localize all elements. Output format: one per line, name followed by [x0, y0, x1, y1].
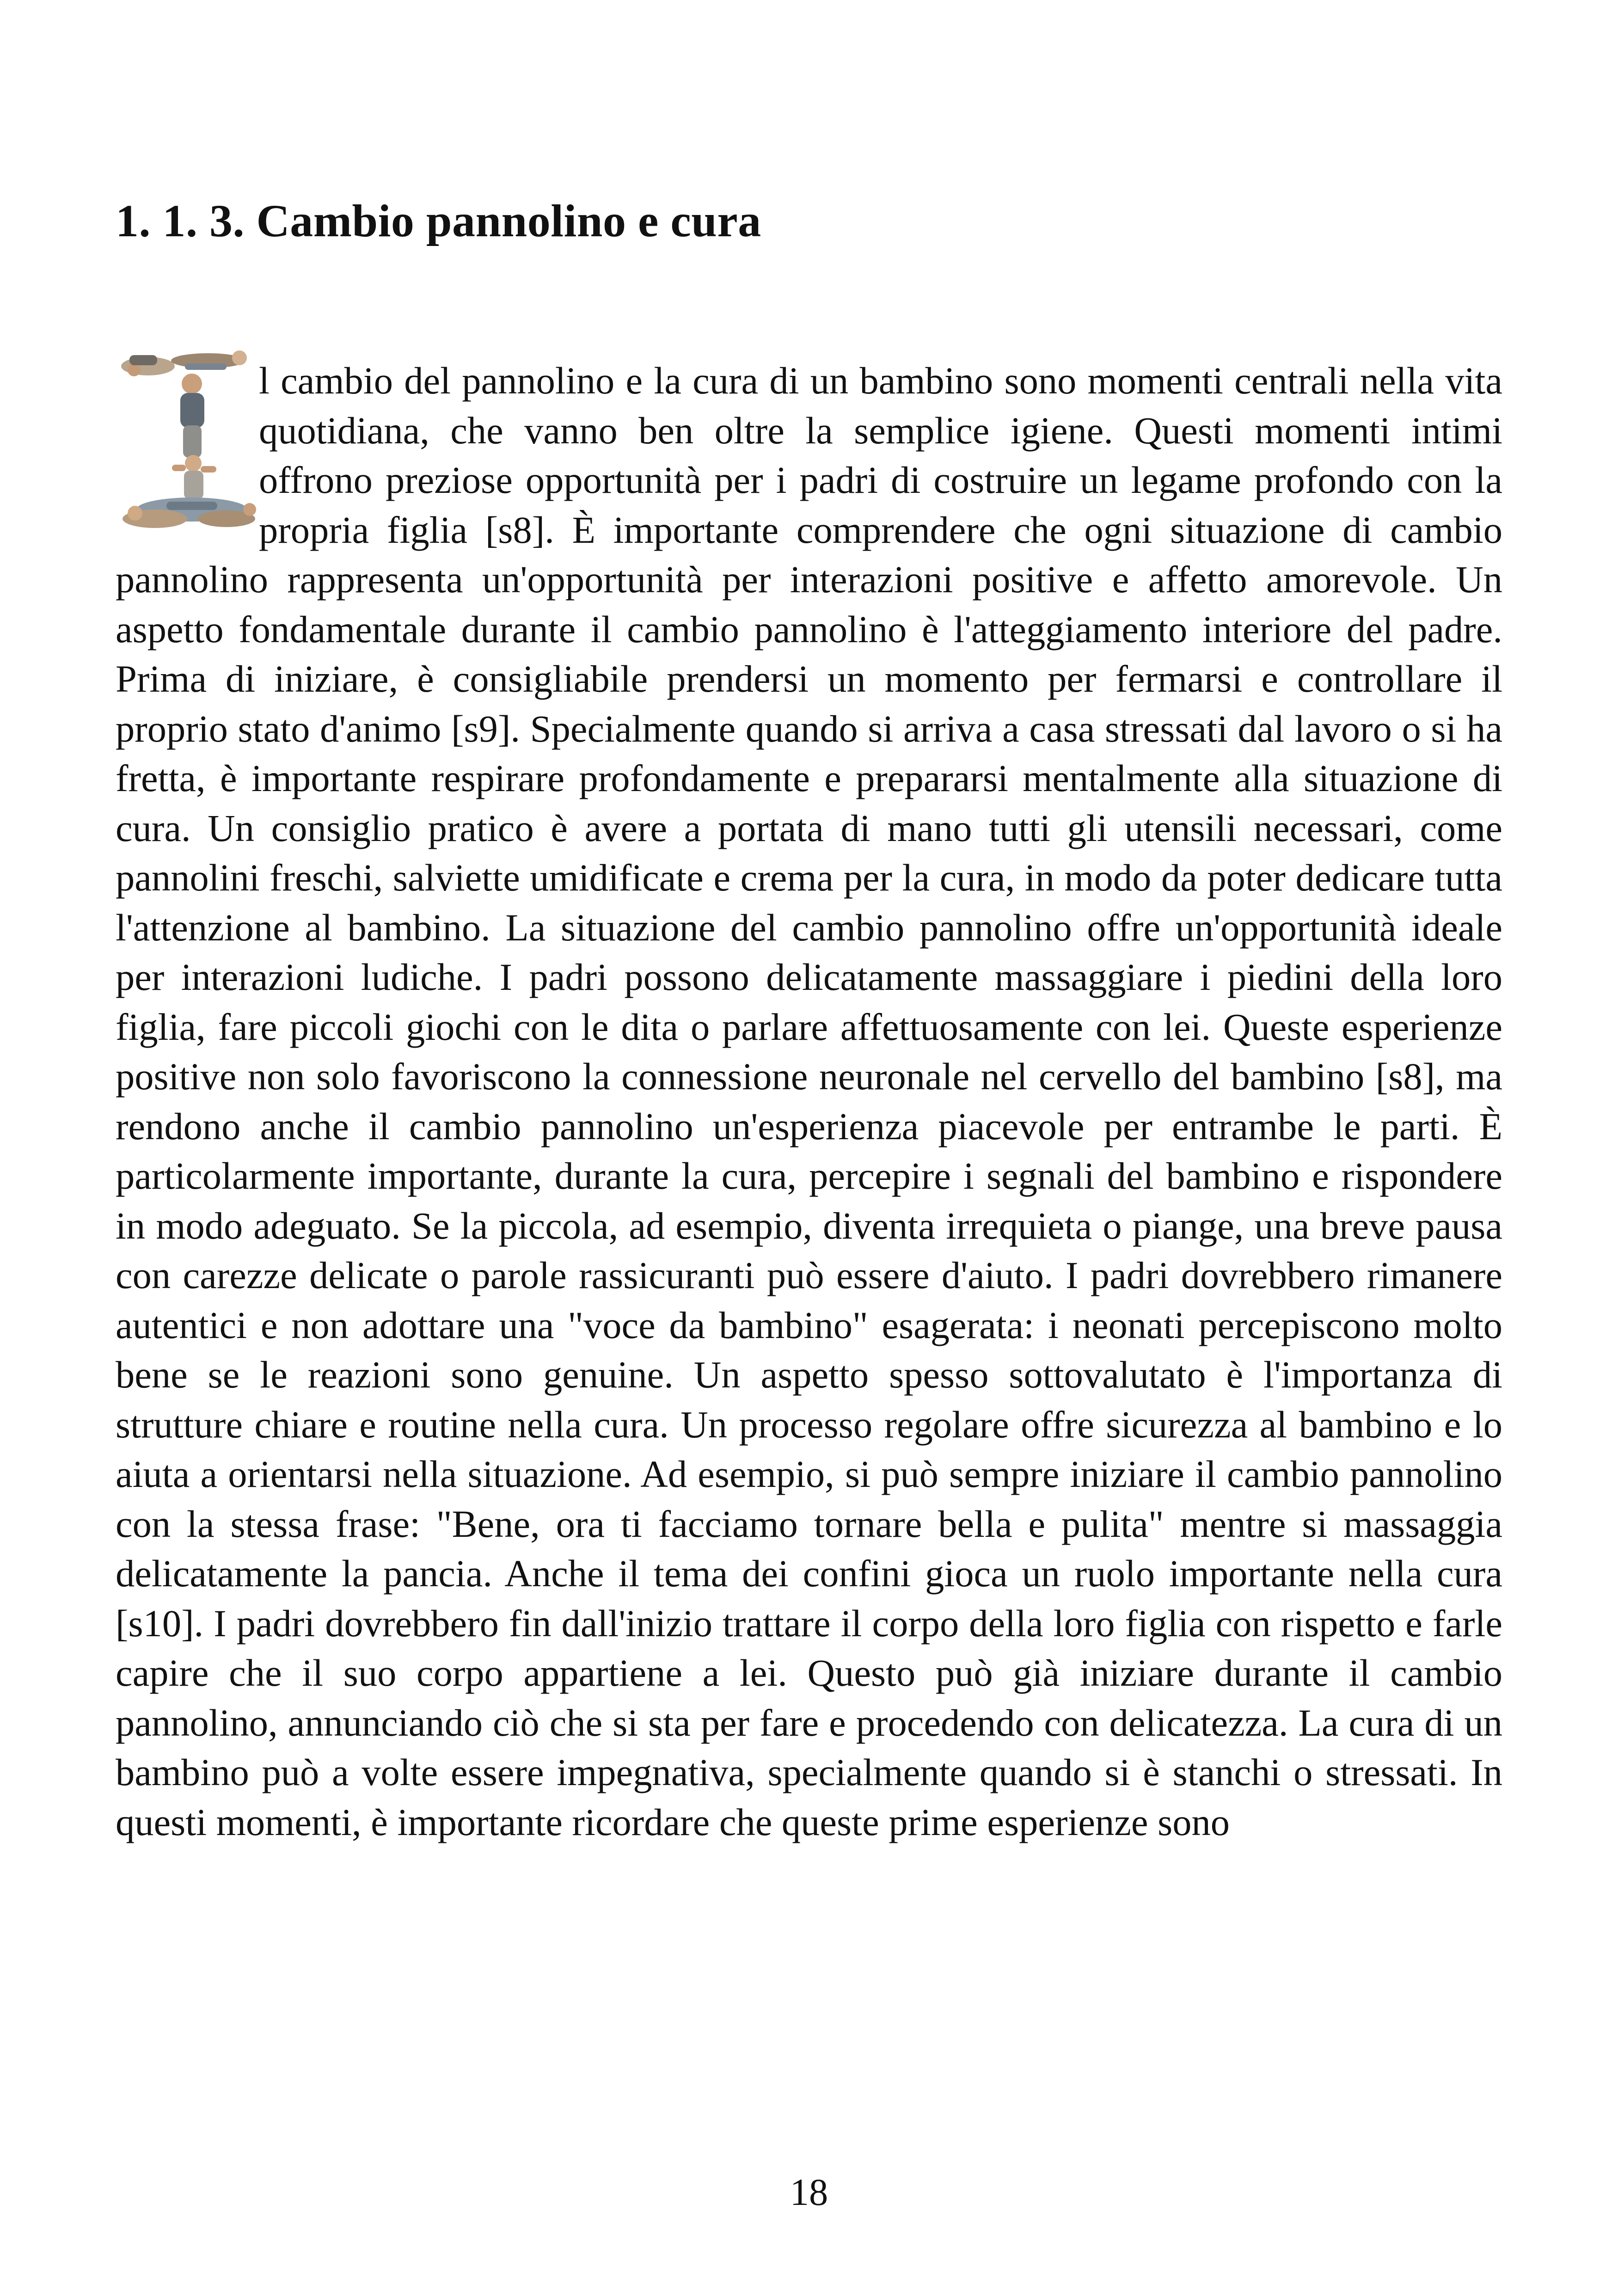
body-paragraph [116, 356, 1502, 1847]
dropcap-letter-image [116, 347, 259, 536]
body-text: l cambio del pannolino e la cura di un bambino sono momenti centrali nella vita quotidiana, che vanno ben oltre la semplice igiene. Questi momenti intimi offrono preziose opportunità per i padri di costruire un legame profondo con la propria figlia [s8]. È importante comprendere che ogni situazione di cambio pannolino rappresenta un'opportunità per interazioni positive e affetto amorevole. Un aspetto fondamentale durante il cambio pannolino è l'atteggiamento interiore del padre. Prima di iniziare, è consigliabile prendersi un momento per fermarsi e controllare il proprio stato d'animo [s9]. Specialmente quando si arriva a casa stressati dal lavoro o si ha fretta, è importante respirare profondamente e prepararsi mentalmente alla situazione di cura. Un consiglio pratico è avere a portata di mano tutti gli utensili necessari, come pannolini freschi, salviette umidificate e crema per la cura, in modo da poter dedicare tutta l'attenzione al bambino. La situazione del cambio pannolino offre un'opportunità ideale per interazioni ludiche. I padri possono delicatamente massaggiare i piedini della loro figlia, fare piccoli giochi con le dita o parlare affettuosamente con lei. Queste esperienze positive non solo favoriscono la connessione neuronale nel cervello del bambino [s8], ma rendono anche il cambio pannolino un'esperienza piacevole per entrambe le parti. È particolarmente importante, durante la cura, percepire i segnali del bambino e rispondere in modo adeguato. Se la piccola, ad esempio, diventa irrequieta o piange, una breve pausa con carezze delicate o parole rassicuranti può essere d'aiuto. I padri dovrebbero rimanere autentici e non adottare una "voce da bambino" esagerata: i neonati percepiscono molto bene se le reazioni sono genuine. Un aspetto spesso sottovalutato è l'importanza di strutture chiare e routine nella cura. Un processo regolare offre sicurezza al bambino e lo aiuta a orientarsi nella situazione. Ad esempio, si può sempre iniziare il cambio pannolino con la stessa frase: "Bene, ora ti facciamo tornare bella e pulita" mentre si massaggia delicatamente la pancia. Anche il tema dei confini gioca un ruolo importante nella cura [s10]. I padri dovrebbero fin dall'inizio trattare il corpo della loro figlia con rispetto e farle capire che il suo corpo appartiene a lei. Questo può già iniziare durante il cambio pannolino, annunciando ciò che si sta per fare e procedendo con delicatezza. La cura di un bambino può a volte essere impegnativa, specialmente quando si è stanchi o stressati. In questi momenti, è importante ricordare che queste prime esperienze sono [116, 359, 1502, 1843]
section-heading: 1. 1. 3. Cambio pannolino e cura [116, 195, 761, 246]
page-number: 18 [790, 2171, 828, 2213]
